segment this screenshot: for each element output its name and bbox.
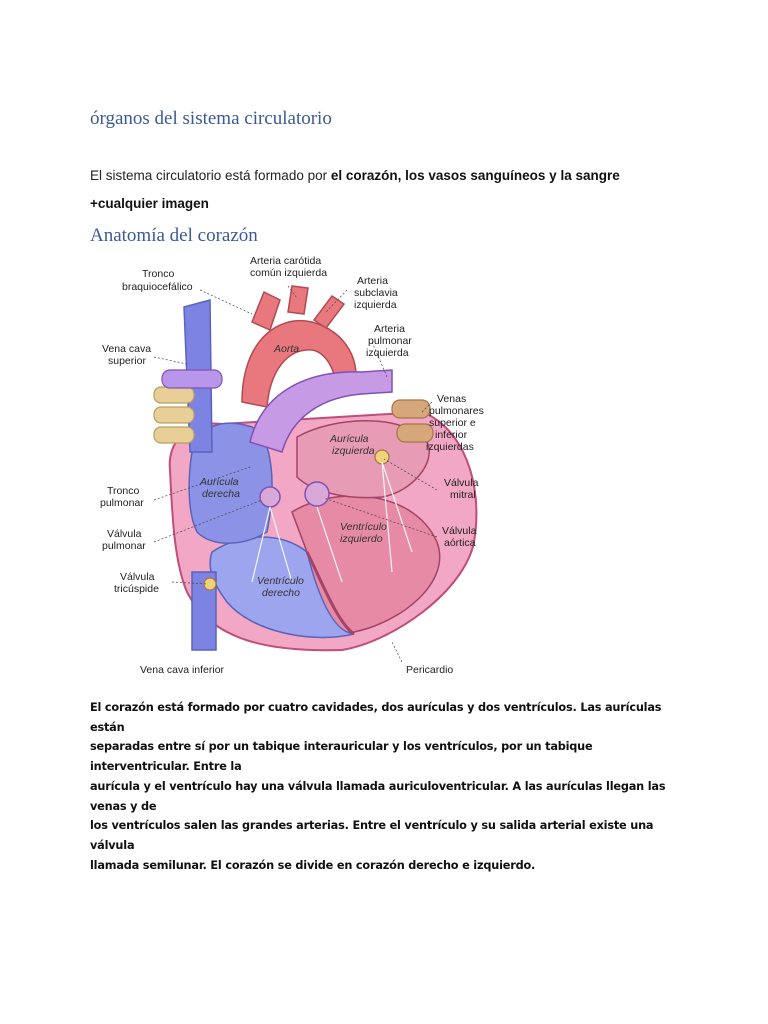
aortic-valve: [305, 482, 329, 506]
label-venas-pulm-2: pulmonares: [429, 405, 484, 417]
label-tronco-braquio-1: Tronco: [142, 268, 175, 280]
body-line: los ventrículos salen las grandes arterias. Entre el ventrículo y su salida arterial existe una válvula: [90, 819, 654, 852]
label-auricula-der-1: Aurícula: [200, 476, 239, 488]
body-line: aurícula y el ventrículo hay una válvula llamada auriculoventricular. A las aurículas llegan las venas y de: [90, 779, 666, 813]
label-ventriculo-der-2: derecho: [262, 587, 300, 599]
label-vena-cava-sup-1: Vena cava: [102, 343, 152, 355]
body-line: separadas entre sí por un tabique interauricular y los ventrículos, por un tabique interventricular. Entre la: [90, 740, 593, 774]
label-tronco-pulm-2: pulmonar: [100, 497, 144, 509]
label-tronco-pulm-1: Tronco: [107, 485, 140, 497]
label-aorta: Aorta: [274, 343, 300, 355]
label-ventriculo-izq-2: izquierdo: [340, 533, 383, 545]
label-vena-cava-sup-2: superior: [108, 355, 146, 367]
mitral-valve: [375, 450, 389, 464]
right-pulmonary-vein-1: [154, 387, 194, 403]
label-ventriculo-izq-1: Ventrículo: [340, 521, 387, 533]
label-venas-pulm-4: inferior: [435, 429, 468, 441]
label-valvula-pulm-2: pulmonar: [102, 540, 146, 552]
label-auricula-izq-1: Aurícula: [330, 433, 369, 445]
right-pulmonary-artery: [162, 370, 222, 388]
label-pulm-izq-2: pulmonar: [368, 335, 412, 347]
intro-prefix: El sistema circulatorio está formado por: [90, 168, 331, 183]
label-venas-pulm-1: Venas: [437, 393, 467, 405]
label-carotida-1: Arteria carótida: [250, 255, 322, 267]
intro-line2: +cualquier imagen: [90, 196, 209, 211]
intro-paragraph: [90, 162, 690, 218]
label-valvula-mitral-1: Válvula: [444, 477, 479, 489]
intro-bold: el corazón, los vasos sanguíneos y la sangre: [330, 168, 620, 183]
label-pulm-izq-3: izquierda: [366, 347, 409, 359]
label-ventriculo-der-1: Ventrículo: [257, 575, 304, 587]
label-venas-pulm-5: izquierdas: [426, 441, 474, 453]
body-line: El corazón está formado por cuatro cavidades, dos aurículas y dos ventrículos. Las aurículas están: [90, 701, 662, 734]
left-subclavian: [314, 296, 344, 328]
label-subclavia-3: izquierda: [354, 299, 397, 311]
label-carotida-2: común izquierda: [250, 267, 328, 279]
body-paragraph: [90, 698, 690, 875]
label-subclavia-1: Arteria: [357, 275, 388, 287]
label-subclavia-2: subclavia: [354, 287, 398, 299]
heart-diagram: [92, 252, 492, 684]
label-pulm-izq-1: Arteria: [374, 323, 405, 335]
right-pulmonary-vein-2: [154, 407, 194, 423]
pulmonary-valve: [260, 487, 280, 507]
section-heading: Anatomía del corazón: [90, 225, 258, 246]
pulmonary-vein-2: [397, 424, 433, 442]
body-line: llamada semilunar. El corazón se divide en corazón derecho e izquierdo.: [90, 858, 536, 872]
label-venas-pulm-3: superior e: [429, 417, 476, 429]
label-valvula-aortica-2: aórtica: [444, 537, 476, 549]
label-vena-cava-inf: Vena cava inferior: [140, 664, 225, 676]
label-valvula-mitral-2: mitral: [450, 489, 476, 501]
label-valvula-tric-2: tricúspide: [114, 583, 159, 595]
brachiocephalic-trunk: [252, 292, 280, 330]
label-auricula-der-2: derecha: [202, 488, 240, 500]
label-auricula-izq-2: izquierda: [332, 445, 375, 457]
page-title: órganos del sistema circulatorio: [90, 108, 332, 129]
label-pericardio: Pericardio: [406, 664, 454, 676]
label-valvula-pulm-1: Válvula: [107, 528, 142, 540]
label-valvula-tric-1: Válvula: [120, 571, 155, 583]
right-pulmonary-vein-3: [154, 427, 194, 443]
pulmonary-vein-1: [392, 400, 430, 418]
label-valvula-aortica-1: Válvula: [442, 525, 477, 537]
label-tronco-braquio-2: braquiocefálico: [122, 281, 193, 293]
